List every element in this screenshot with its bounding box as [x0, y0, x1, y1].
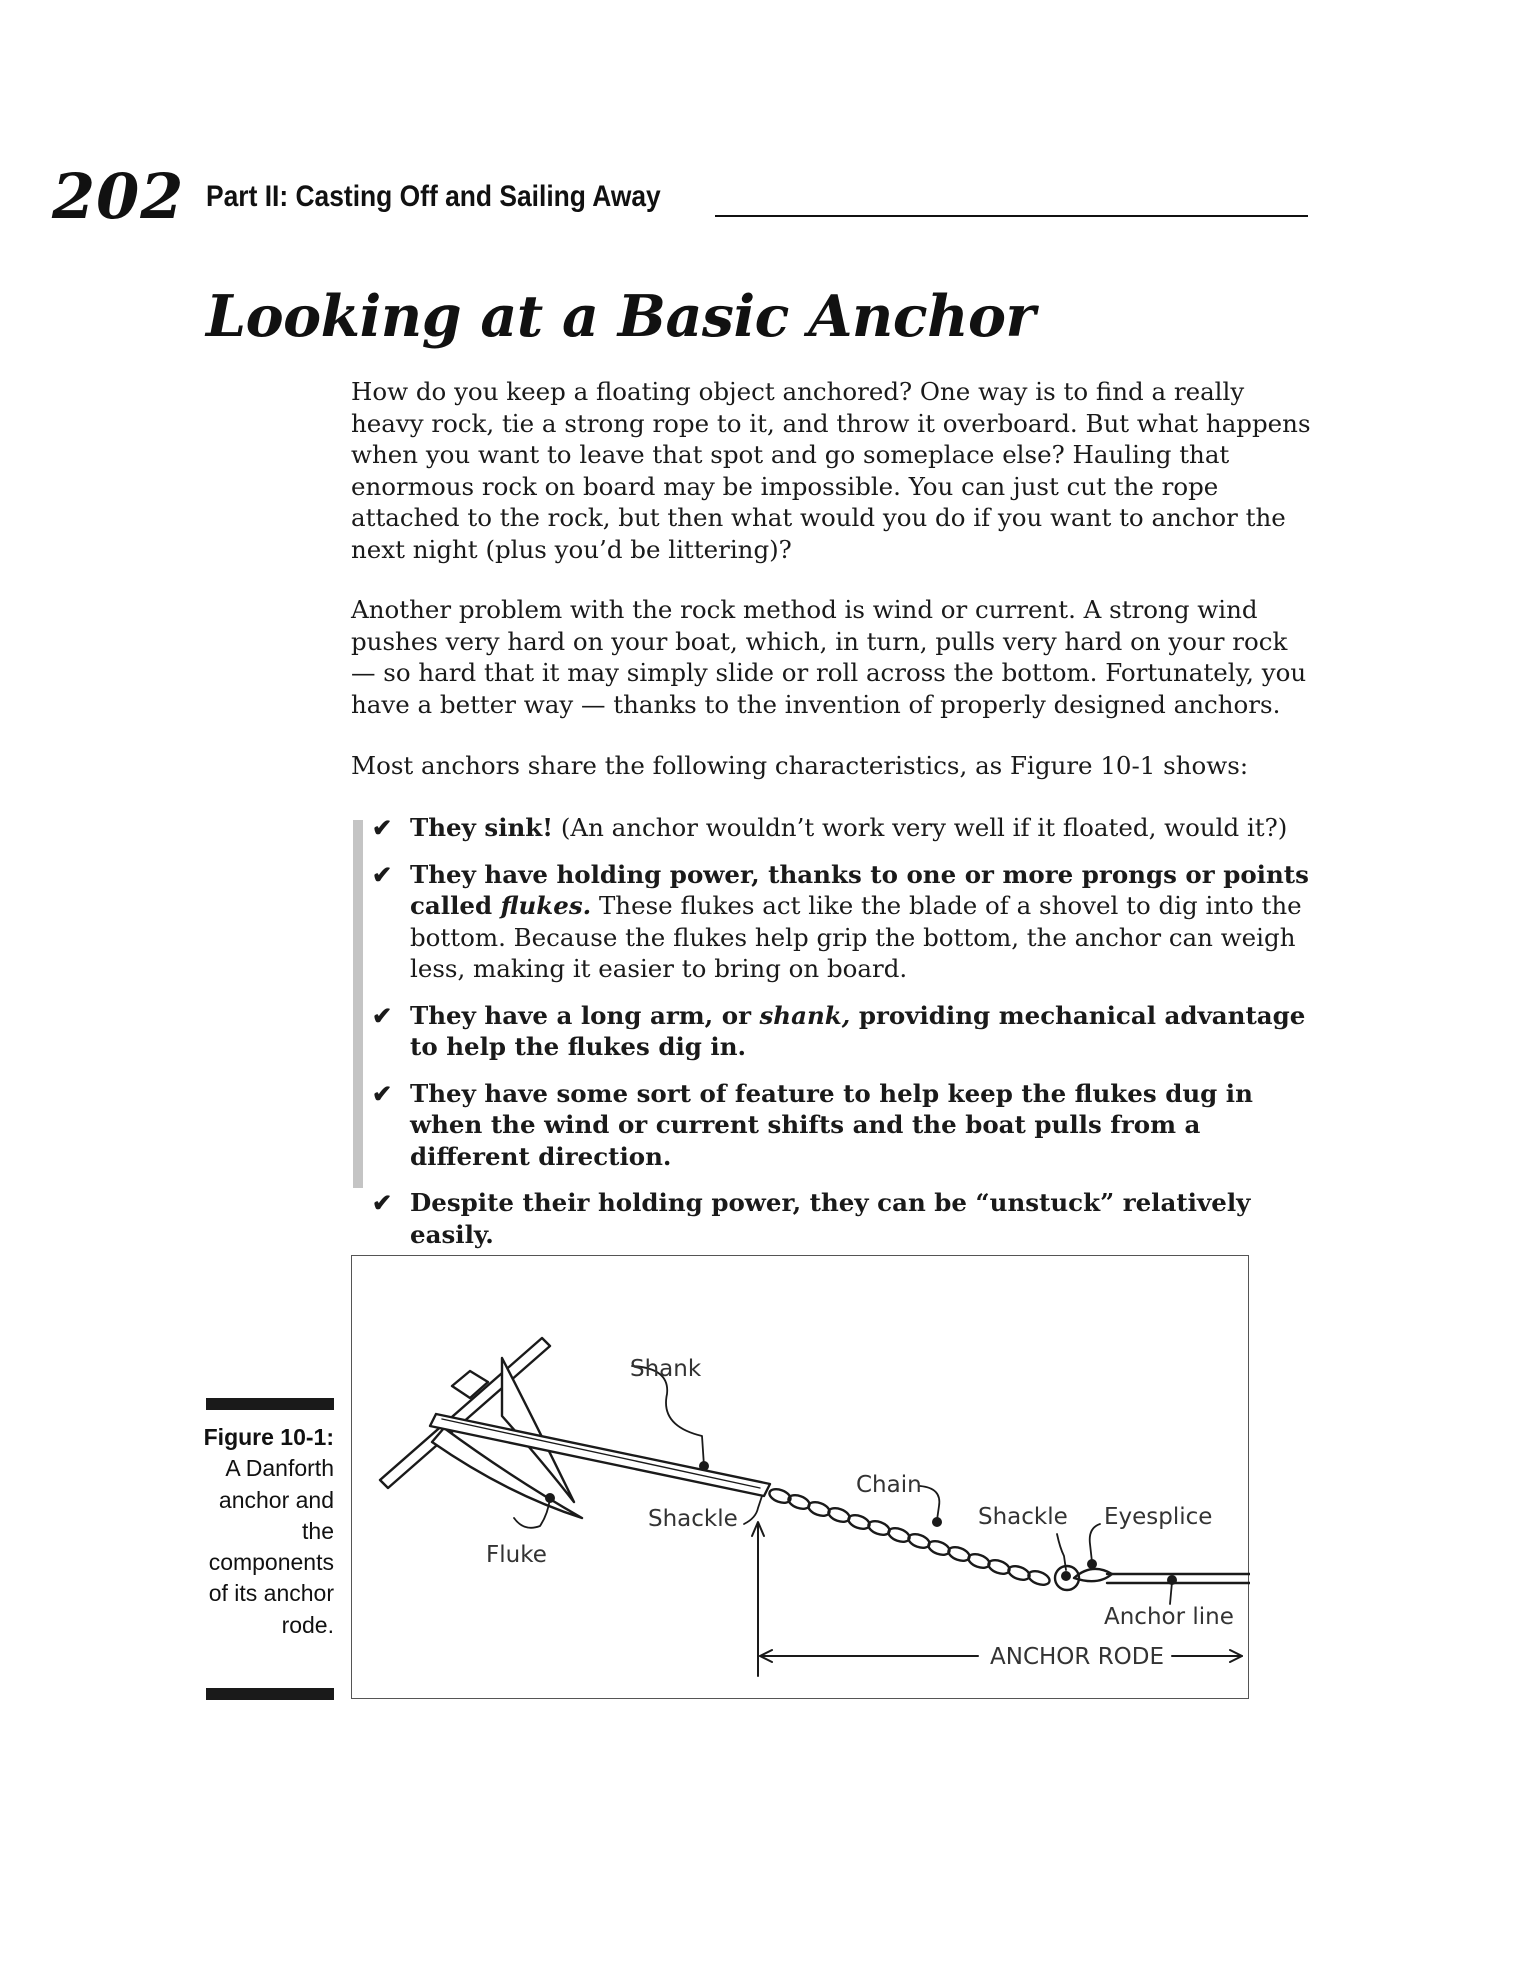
- page-number: 202: [52, 160, 185, 233]
- bullet-term-shank: shank,: [759, 1000, 851, 1030]
- eyesplice-dot: [1087, 1559, 1097, 1569]
- fluke-dot: [545, 1493, 555, 1503]
- eyesplice-loop: [1074, 1569, 1112, 1581]
- bullet-bold-text: Despite their holding power, they can be “unstuck” relatively easily.: [410, 1188, 1251, 1249]
- running-head: Part II: Casting Off and Sailing Away: [206, 180, 661, 213]
- bullet-bold-text: They have holding power, thanks to one or more prongs or points called: [410, 859, 1309, 920]
- paragraph-rock-method: How do you keep a floating object anchored? One way is to find a really heavy rock, tie a strong rope to it, and throw it overboard. But what happens when you want to leave that spot and go someplace else? Hauling that enormous rock on board may be impossible. You can just cut the rope attached to the rock, but then what would you do if you want to anchor the next night (plus you’d be littering)?: [351, 377, 1311, 564]
- label-shackle-left: Shackle: [648, 1506, 738, 1532]
- anchor-chain: [768, 1487, 1052, 1588]
- shackle-dot: [1061, 1571, 1071, 1581]
- label-shank: Shank: [630, 1356, 702, 1382]
- anchor-illustration: [352, 1256, 1250, 1700]
- label-fluke: Fluke: [486, 1542, 547, 1568]
- checkmark-icon: ✔: [372, 859, 393, 889]
- figure-caption: [196, 1422, 334, 1641]
- list-item: [372, 859, 1322, 985]
- list-item: [372, 1187, 1322, 1250]
- bullet-bold-text: They have some sort of feature to help keep the flukes dug in when the wind or current shifts and the boat pulls from a different direction.: [410, 1078, 1253, 1171]
- paragraph-characteristics-intro: Most anchors share the following characteristics, as Figure 10-1 shows:: [351, 751, 1249, 780]
- bullet-text: These flukes act like the blade of a shovel to dig into the bottom. Because the flukes help grip the bottom, the anchor can weigh less, making it easier to bring on board.: [410, 891, 1302, 983]
- list-item: [372, 1078, 1322, 1173]
- section-title: Looking at a Basic Anchor: [206, 283, 1036, 350]
- shackle-left-leader: [744, 1496, 762, 1524]
- list-item: [372, 812, 1322, 844]
- caption-bar-bottom: [206, 1688, 334, 1700]
- shackle-right-leader: [1057, 1534, 1066, 1570]
- characteristics-list: [372, 812, 1322, 1265]
- checkmark-icon: ✔: [372, 1188, 393, 1217]
- list-item: [372, 1000, 1322, 1063]
- chain-dot: [932, 1517, 942, 1527]
- checkmark-icon: ✔: [372, 1078, 393, 1108]
- figure-label: Figure 10-1:: [203, 1424, 334, 1450]
- bullet-text: (An anchor wouldn’t work very well if it floated, would it?): [553, 813, 1288, 842]
- label-anchor-line: Anchor line: [1104, 1604, 1234, 1630]
- anchor-line-dot: [1167, 1575, 1177, 1585]
- anchor-line-leader: [1170, 1582, 1172, 1604]
- label-chain: Chain: [856, 1472, 922, 1498]
- paragraph-wind-current: Another problem with the rock method is wind or current. A strong wind pushes very hard on your boat, which, in turn, pulls very hard on your rock — so hard that it may simply slide or roll across the bottom. Fortunately, you have a better way — thanks to the invention of properly designed anchors.: [351, 595, 1307, 719]
- checkmark-icon: ✔: [372, 813, 393, 842]
- label-anchor-rode: ANCHOR RODE: [990, 1644, 1165, 1670]
- list-sidebar-bar: [353, 820, 363, 1188]
- label-eyesplice: Eyesplice: [1104, 1504, 1213, 1530]
- bullet-bold-text: providing mechanical advantage to help the flukes dig in.: [410, 1000, 1306, 1061]
- header-rule: [715, 215, 1308, 217]
- checkmark-icon: ✔: [372, 1000, 393, 1030]
- shank-dot: [699, 1461, 709, 1471]
- bullet-term-flukes: flukes.: [500, 891, 592, 920]
- eyesplice-leader: [1090, 1524, 1100, 1562]
- anchor-figure: [351, 1255, 1249, 1699]
- bullet-bold-text: They sink!: [410, 813, 554, 842]
- chain-leader: [920, 1486, 939, 1520]
- bullet-bold-text: They have a long arm, or: [410, 1000, 760, 1030]
- figure-caption-text: A Danforth anchor and the components of its anchor rode.: [208, 1455, 334, 1638]
- label-shackle-right: Shackle: [978, 1504, 1068, 1530]
- caption-bar-top: [206, 1398, 334, 1410]
